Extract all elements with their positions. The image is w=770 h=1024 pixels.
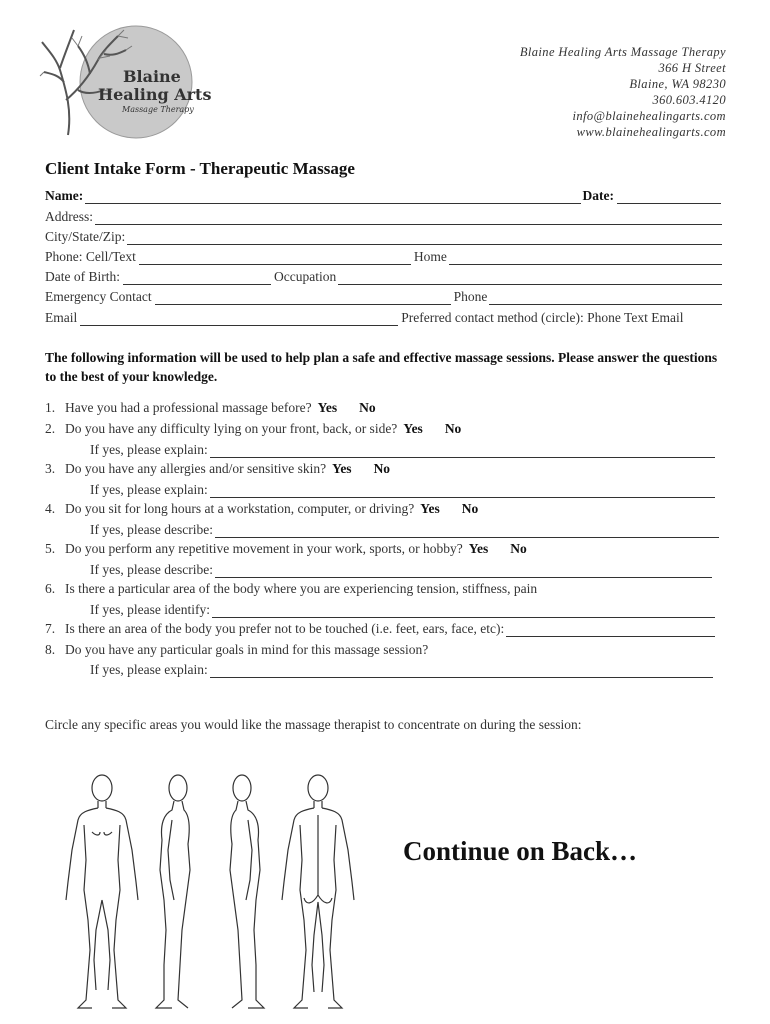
question-number: 3.	[45, 461, 56, 476]
home-field[interactable]	[449, 251, 722, 265]
business-phone: 360.603.4120	[652, 93, 726, 107]
question-number: 2.	[45, 421, 56, 436]
followup-field[interactable]	[210, 444, 715, 458]
business-website[interactable]: www.blainehealingarts.com	[576, 125, 726, 139]
address-label: Address:	[45, 209, 93, 224]
phone-row	[45, 247, 724, 265]
address-field[interactable]	[95, 211, 722, 225]
name-field[interactable]	[85, 190, 580, 204]
question-3	[45, 461, 390, 477]
logo-line3: Massage Therapy	[122, 105, 194, 114]
form-title: Client Intake Form - Therapeutic Massage	[45, 159, 355, 178]
body-side-right-figure[interactable]	[156, 775, 190, 1008]
question-7-field[interactable]	[506, 623, 715, 637]
email-field[interactable]	[80, 312, 398, 326]
question-2-followup	[90, 440, 717, 458]
no-option[interactable]: No	[461, 501, 479, 516]
logo-line2: Healing Arts	[98, 85, 212, 104]
followup-label: If yes, please explain:	[90, 482, 208, 497]
followup-label: If yes, please explain:	[90, 662, 208, 677]
yes-option[interactable]: Yes	[332, 461, 352, 476]
question-4-followup	[90, 520, 721, 538]
occupation-field[interactable]	[338, 271, 722, 285]
followup-label: If yes, please describe:	[90, 562, 213, 577]
yes-option[interactable]: Yes	[468, 541, 489, 556]
question-text: Do you have any particular goals in mind for this massage session?	[65, 642, 429, 657]
business-city: Blaine, WA 98230	[629, 77, 726, 91]
body-front-figure[interactable]	[66, 775, 138, 1008]
emergency-row	[45, 287, 724, 305]
question-number: 4.	[45, 501, 56, 516]
email-row	[45, 308, 724, 326]
name-row	[45, 186, 724, 204]
date-label: Date:	[582, 188, 614, 203]
question-text: Do you perform any repetitive movement in your work, sports, or hobby?	[65, 541, 463, 556]
question-2	[45, 421, 461, 437]
business-address	[520, 44, 726, 140]
home-label: Home	[413, 249, 447, 264]
intro-text: The following information will be used to help plan a safe and effective massage sessions. Please answer the questions to the best of your knowledge.	[45, 350, 718, 384]
no-option[interactable]: No	[444, 421, 462, 436]
question-7	[45, 621, 717, 637]
question-6	[45, 581, 537, 597]
cell-field[interactable]	[139, 251, 411, 265]
yes-option[interactable]: Yes	[317, 400, 338, 415]
question-5-followup	[90, 560, 714, 578]
address-row	[45, 207, 724, 225]
question-1	[45, 400, 376, 416]
question-text: Is there a particular area of the body where you are experiencing tension, stiffness, pain	[65, 581, 538, 596]
dob-row	[45, 267, 724, 285]
question-number: 7.	[45, 621, 56, 636]
followup-label: If yes, please describe:	[90, 522, 213, 537]
business-logo	[38, 20, 213, 140]
question-8-followup	[90, 660, 715, 678]
question-3-followup	[90, 480, 717, 498]
question-8	[45, 642, 428, 658]
logo-line1: Blaine	[123, 67, 181, 86]
question-4	[45, 501, 478, 517]
followup-label: If yes, please explain:	[90, 442, 208, 457]
body-diagram[interactable]	[60, 770, 360, 1015]
question-text: Do you sit for long hours at a workstation, computer, or driving?	[65, 501, 415, 516]
followup-field[interactable]	[210, 484, 715, 498]
dob-field[interactable]	[123, 271, 271, 285]
business-street: 366 H Street	[658, 61, 726, 75]
question-text: Do you have any difficulty lying on your front, back, or side?	[65, 421, 398, 436]
city-label: City/State/Zip:	[45, 229, 126, 244]
emergency-label: Emergency Contact	[45, 289, 152, 304]
followup-field[interactable]	[215, 524, 719, 538]
body-side-left-figure[interactable]	[230, 775, 264, 1008]
no-option[interactable]: No	[373, 461, 391, 476]
preferred-contact[interactable]: Preferred contact method (circle): Phone Text Email	[401, 310, 684, 325]
question-number: 1.	[45, 400, 56, 415]
question-number: 6.	[45, 581, 56, 596]
date-field[interactable]	[617, 190, 721, 204]
no-option[interactable]: No	[510, 541, 527, 556]
business-email[interactable]: info@blainehealingarts.com	[572, 109, 726, 123]
question-text: Have you had a professional massage before?	[65, 400, 312, 415]
question-text: Is there an area of the body you prefer not to be touched (i.e. feet, ears, face, etc):	[65, 621, 505, 636]
email-label: Email	[45, 310, 78, 325]
name-label: Name:	[45, 188, 84, 203]
yes-option[interactable]: Yes	[420, 501, 440, 516]
question-text: Do you have any allergies and/or sensitive skin?	[65, 461, 327, 476]
question-5	[45, 541, 527, 557]
city-field[interactable]	[127, 231, 722, 245]
question-6-followup	[90, 600, 717, 618]
city-row	[45, 227, 724, 245]
question-number: 5.	[45, 541, 56, 556]
occupation-label: Occupation	[273, 269, 337, 284]
question-number: 8.	[45, 642, 56, 657]
followup-field[interactable]	[212, 604, 715, 618]
continue-on-back: Continue on Back…	[403, 836, 638, 866]
followup-field[interactable]	[215, 564, 712, 578]
followup-label: If yes, please identify:	[90, 602, 210, 617]
circle-areas-instruction: Circle any specific areas you would like the massage therapist to concentrate on during the session:	[45, 717, 582, 732]
body-back-figure[interactable]	[282, 775, 354, 1008]
emergency-phone-field[interactable]	[489, 291, 722, 305]
business-name: Blaine Healing Arts Massage Therapy	[519, 45, 726, 59]
no-option[interactable]: No	[359, 400, 376, 415]
yes-option[interactable]: Yes	[403, 421, 423, 436]
emergency-phone-label: Phone	[453, 289, 488, 304]
dob-label: Date of Birth:	[45, 269, 120, 284]
phone-label: Phone: Cell/Text	[45, 249, 136, 264]
emergency-field[interactable]	[155, 291, 451, 305]
followup-field[interactable]	[210, 664, 713, 678]
